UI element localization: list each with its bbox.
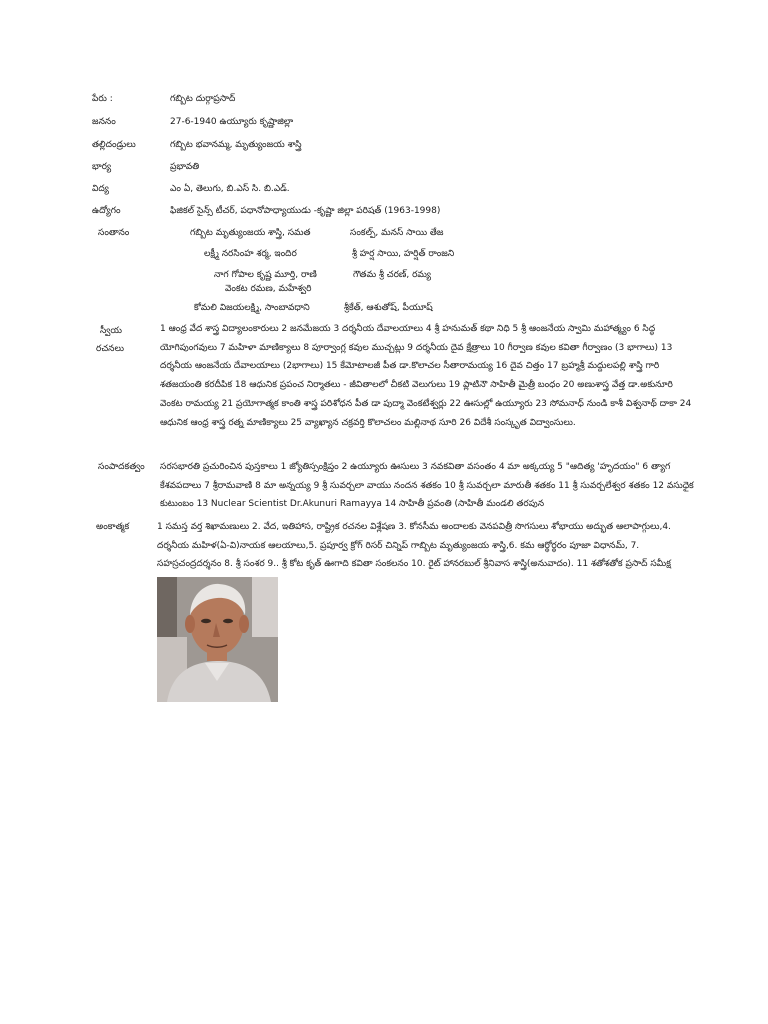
child-name: కోమలి విజయలక్ష్మి, సాంబావధాని [194,303,310,313]
child-entry [214,269,317,281]
child-entry [194,302,310,314]
field-label: విద్య [92,184,109,194]
child-entry [190,227,311,239]
child-entry [225,283,311,295]
own-works-text: 1 ఆంధ్ర వేద శాస్త్ర విద్యాలంకారులు 2 జనమేజయ 3 దర్శనీయ దేవాలయాలు 4 శ్రీ హనుమత్ కథా నిధి 5 శ్రీ ఆంజనేయ స్వామి మహాత్మ్యం 6 సిద్ధ యోగిపుంగవులు 7 మహిళా మాణిక్యాలు 8 పూర్వాంగ్ల కవుల ముచ్చట్లు 9 దర్శనీయ దైవ క్షేత్రాలు 10 గీర్వాణ కవుల కవితా గీర్వాణం (3 భాగాలు) 13 దర్శనీయ ఆంజనేయ దేవాలయాలు (2భాగాలు) 15 కేమోటాలజీ పీత డా.కొలాచల సీతారామయ్య 16 దైవ చిత్తం 17 బ్రహ్మశ్రీ మద్దులపల్లి శాస్త్రి గారి శతజయంతి కరదీపిక 18 ఆధునిక ప్రపంచ నిర్మాతలు - జీవితాలలో చీకటి వెలుగులు 19 ప్లాటినౌ సాహితీ మైత్రీ బంధం 20 అణుశాస్త్ర వేత్త డా.అకునూరి వెంకట రామయ్య 21 ప్రయోగాత్మక కాంతి శాస్త్ర పరిశోధన పీత డా పుద్మా వెంకటేశ్వర్లు 22 ఊసుల్లో ఉయ్యూరు 23 సోమనాధ్ నుండి కాశీ విశ్వనాథ్ దాకా 24 ఆధునిక ఆంధ్ర శాస్త్ర రత్న మాణిక్యాలు 25 వ్యాఖ్యాన చక్రవర్తి కొలాచలం మల్లినాథ సూరి 26 విదేశీ సంస్కృత విద్వాంసులు. [160,324,692,428]
grandchild-entry [350,227,443,239]
grandchildren-names: సంకల్ప్, మనస్ సాయి తేజ [350,228,444,238]
field-label: తల్లిదండ్రులు [92,140,136,150]
portrait-photo [157,577,278,702]
field-value: ప్రభావతి [170,162,200,172]
grandchild-entry [344,302,433,314]
field-value: గబ్బిట భవానమ్మ, మృత్యుంజయ శాస్త్రి [170,140,302,150]
child-name: నాగ గోపాల కృష్ణ మూర్తి, రాణి [214,270,317,280]
field-value: 27-6-1940 ఉయ్యూరు కృష్ణాజిల్లా [170,117,294,127]
edited-label: సంపాదకత్వం [98,462,145,472]
field-label: జననం [92,117,116,127]
edited-text: సరసభారతి ప్రచురించిన పుస్తకాలు 1 జ్యోతిస్సంక్షిప్తం 2 ఉయ్యూరు ఊసులు 3 నవకవితా వసంతం 4 మా అక్కయ్య 5 "ఆదిత్య 'హృదయం" 6 త్యాగ కేశవపదాలు 7 శ్రీరామవాణి 8 మా అన్నయ్య 9 శ్రీ సువర్చలా వాయు నందన శతకం 10 శ్రీ సువర్చలా మారుతీ శతకం 11 శ్రీ సువర్చలేశ్వర శతకం 12 వసుధైక కుటుంబం 13 Nuclear Scientist Dr.Akunuri Ramayya 14 సాహితీ ప్రవంతి (సాహితీ మండలి తరపున [160,462,694,510]
field-label: ఉద్యోగం [92,206,121,216]
columns-label: అంకాత్మక [96,522,130,532]
grandchildren-names: శ్రీ హర్ష సాయి, హర్షిత్ రాంజని [352,249,455,259]
field-label: భార్య [92,162,112,172]
field-value: గబ్బిట దుర్గాప్రసాద్ [170,94,236,104]
children-label: సంతానం [98,228,130,238]
grandchildren-names: శ్రీకేత్, ఆశుతోష్, పీయూష్ [344,303,433,313]
child-name: గబ్బిట మృత్యుంజయ శాస్త్రి, సమత [190,228,311,238]
field-value: ఫిజికల్ సైన్స్ టీచర్, పధానోపాధ్యాయుడు -కృష్ణా జిల్లా పరిషత్ (1963-1998) [170,206,441,216]
grandchild-entry [352,248,454,260]
grandchild-entry [353,269,431,281]
portrait-image [157,577,278,702]
own-works-label-line1: స్వీయ [100,326,122,336]
columns-text: 1 సమస్త వర్త శిఖామణులు 2. వేద, ఇతిహాస, రాష్ట్రిక రచనల విశ్లేషణ 3. కోనసీమ అందాలకు వెనపవిత్రీ సొగసులు శోభాయు అద్భుత ఆలాపాగ్గులు,4. దర్శనీయ మహిళ(ఏ-వి)నాయక ఆలయాలు,5. ప్రపూర్వ క్రోగ్ రిసర్ చిన్నిప్ గాబ్బిట మృత్యుంజయ శాస్త్రి,6. కమ ఆర్థోర్థరం పూజా విధానమ్, 7. సహస్రచంద్రదర్శనం 8. శ్రీ సంశర 9.. శ్రీ కోట కృత్ ఊగాది కవితా సంకలనం 10. రైట్ హానరబుల్ శ్రీనివాస శాస్త్రి(అనువాదం). 11 శతోశతోక ప్రసాద్ సమీక్ష [157,522,671,570]
field-value: ఎం ఏ, తెలుగు, బి.ఎస్ సి. బి.ఎడ్. [170,184,290,194]
own-works-label [96,322,124,358]
child-name: లక్ష్మీ నరసింహ శర్మ, ఇందిర [204,249,297,259]
field-label: పేరు : [92,94,113,104]
child-name: వెంకట రమణ, మహేశ్వరి [225,284,312,294]
grandchildren-names: గౌతమ శ్రీ చరణ్, రమ్య [353,270,431,280]
own-works-label-line2: రచనలు [96,344,124,354]
child-entry [204,248,297,260]
